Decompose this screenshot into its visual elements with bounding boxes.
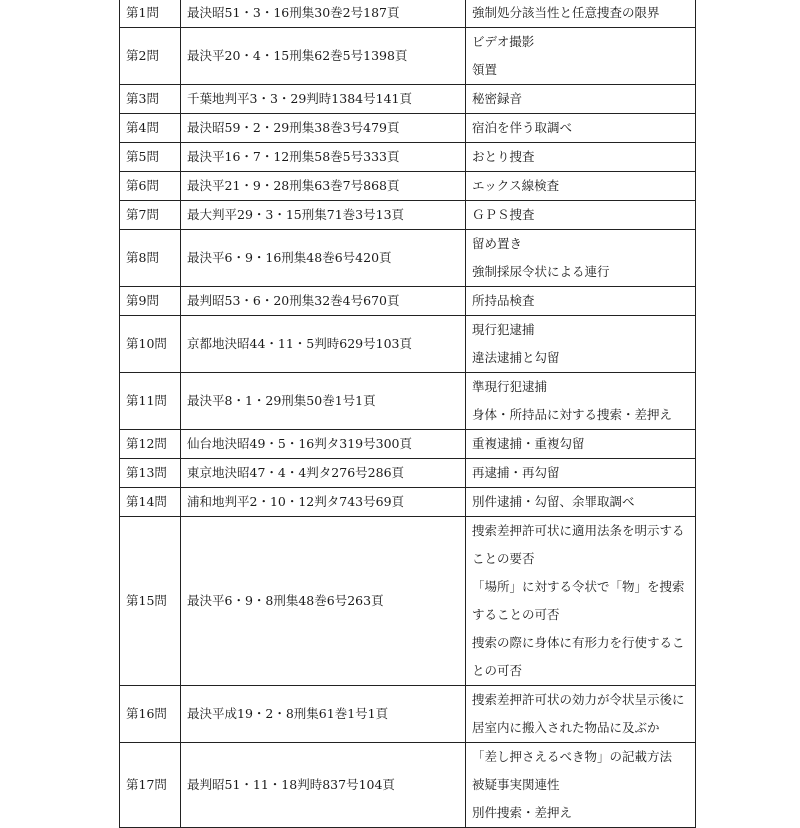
topic-cell — [466, 201, 696, 230]
topic-cell — [466, 743, 696, 828]
question-number: 第9問 — [120, 287, 181, 316]
case-row — [120, 459, 696, 488]
case-row — [120, 28, 696, 85]
topic-line: 別件逮捕・勾留、余罪取調べ — [472, 494, 635, 509]
topic-cell — [466, 28, 696, 85]
case-citation: 浦和地判平2・10・12判タ743号69頁 — [181, 488, 466, 517]
case-citation: 最決平6・9・8刑集48巻6号263頁 — [181, 517, 466, 686]
case-table-body — [120, 0, 696, 828]
topic-cell — [466, 430, 696, 459]
question-number: 第7問 — [120, 201, 181, 230]
question-number: 第13問 — [120, 459, 181, 488]
topic-line: 再逮捕・再勾留 — [472, 465, 560, 480]
case-citation: 最決平21・9・28刑集63巻7号868頁 — [181, 172, 466, 201]
topic-cell — [466, 230, 696, 287]
topic-line: 現行犯逮捕 — [472, 322, 535, 337]
question-number: 第14問 — [120, 488, 181, 517]
topic-cell — [466, 287, 696, 316]
topic-line: 「差し押さえるべき物」の記載方法 — [472, 749, 673, 764]
topic-cell — [466, 686, 696, 743]
case-citation: 千葉地判平3・3・29判時1384号141頁 — [181, 85, 466, 114]
topic-line: することの可否 — [472, 607, 560, 622]
topic-line: 留め置き — [472, 236, 523, 251]
topic-line: 捜索の際に身体に有形力を行使するこ — [472, 635, 685, 650]
question-number: 第6問 — [120, 172, 181, 201]
topic-line: 違法逮捕と勾留 — [472, 350, 560, 365]
question-number: 第5問 — [120, 143, 181, 172]
topic-line: 捜索差押許可状に適用法条を明示する — [472, 523, 685, 538]
case-row — [120, 488, 696, 517]
case-row — [120, 517, 696, 686]
case-citation: 最決平6・9・16刑集48巻6号420頁 — [181, 230, 466, 287]
question-number: 第16問 — [120, 686, 181, 743]
case-citation: 仙台地決昭49・5・16判タ319号300頁 — [181, 430, 466, 459]
topic-line: 別件捜索・差押え — [472, 805, 573, 820]
topic-cell — [466, 143, 696, 172]
topic-line: との可否 — [472, 663, 523, 678]
topic-line: エックス線検査 — [472, 178, 560, 193]
case-row — [120, 743, 696, 828]
question-number: 第8問 — [120, 230, 181, 287]
topic-cell — [466, 488, 696, 517]
question-number: 第10問 — [120, 316, 181, 373]
topic-line: 準現行犯逮捕 — [472, 379, 548, 394]
case-citation: 最大判平29・3・15刑集71巻3号13頁 — [181, 201, 466, 230]
case-row — [120, 201, 696, 230]
case-citation: 最決昭59・2・29刑集38巻3号479頁 — [181, 114, 466, 143]
case-citation: 最決平20・4・15刑集62巻5号1398頁 — [181, 28, 466, 85]
case-row — [120, 172, 696, 201]
case-row — [120, 686, 696, 743]
case-row — [120, 143, 696, 172]
case-citation: 東京地決昭47・4・4判タ276号286頁 — [181, 459, 466, 488]
topic-line: 強制採尿令状による連行 — [472, 264, 610, 279]
topic-line: ビデオ撮影 — [472, 34, 535, 49]
topic-line: 所持品検査 — [472, 293, 535, 308]
case-row — [120, 230, 696, 287]
topic-line: 身体・所持品に対する捜索・差押え — [472, 407, 673, 422]
topic-line: おとり捜査 — [472, 149, 535, 164]
case-citation: 最決平16・7・12刑集58巻5号333頁 — [181, 143, 466, 172]
topic-line: 居室内に搬入された物品に及ぶか — [472, 720, 660, 735]
case-citation: 最決平8・1・29刑集50巻1号1頁 — [181, 373, 466, 430]
case-citation: 最決昭51・3・16刑集30巻2号187頁 — [181, 0, 466, 28]
case-row — [120, 316, 696, 373]
topic-cell — [466, 517, 696, 686]
case-citation: 最判昭51・11・18判時837号104頁 — [181, 743, 466, 828]
topic-line: 強制処分該当性と任意捜査の限界 — [472, 5, 660, 20]
topic-line: 宿泊を伴う取調べ — [472, 120, 573, 135]
topic-cell — [466, 0, 696, 28]
case-table — [119, 0, 696, 828]
case-row — [120, 0, 696, 28]
topic-cell — [466, 373, 696, 430]
topic-line: 秘密録音 — [472, 91, 523, 106]
question-number: 第12問 — [120, 430, 181, 459]
case-row — [120, 373, 696, 430]
topic-cell — [466, 114, 696, 143]
case-row — [120, 114, 696, 143]
case-row — [120, 85, 696, 114]
topic-line: 重複逮捕・重複勾留 — [472, 436, 585, 451]
topic-cell — [466, 316, 696, 373]
topic-line: ＧＰＳ捜査 — [472, 207, 535, 222]
topic-line: 被疑事実関連性 — [472, 777, 560, 792]
case-citation: 最決平成19・2・8刑集61巻1号1頁 — [181, 686, 466, 743]
case-citation: 京都地決昭44・11・5判時629号103頁 — [181, 316, 466, 373]
question-number: 第2問 — [120, 28, 181, 85]
topic-line: ことの要否 — [472, 551, 535, 566]
question-number: 第17問 — [120, 743, 181, 828]
question-number: 第3問 — [120, 85, 181, 114]
topic-line: 捜索差押許可状の効力が令状呈示後に — [472, 692, 685, 707]
topic-cell — [466, 85, 696, 114]
question-number: 第1問 — [120, 0, 181, 28]
topic-cell — [466, 459, 696, 488]
case-citation: 最判昭53・6・20刑集32巻4号670頁 — [181, 287, 466, 316]
question-number: 第11問 — [120, 373, 181, 430]
question-number: 第4問 — [120, 114, 181, 143]
topic-line: 領置 — [472, 62, 498, 77]
question-number: 第15問 — [120, 517, 181, 686]
topic-cell — [466, 172, 696, 201]
case-row — [120, 287, 696, 316]
case-row — [120, 430, 696, 459]
topic-line: 「場所」に対する令状で「物」を捜索 — [472, 579, 685, 594]
